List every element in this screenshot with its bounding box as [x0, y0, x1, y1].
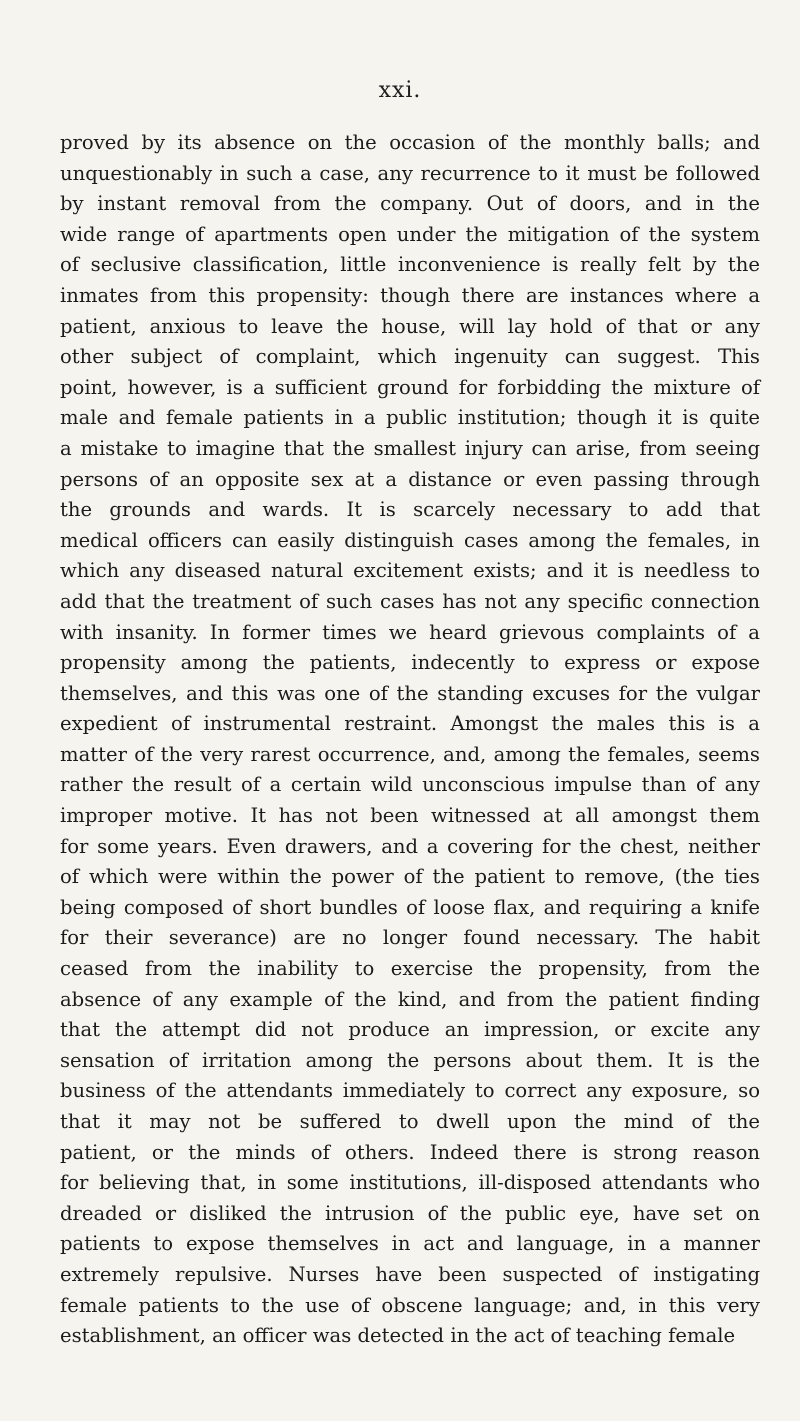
text-line: wide range of apartments open under the mitigation of the system [60, 222, 760, 246]
text-line: sensation of irritation among the persons about them. It is the [60, 1048, 760, 1072]
text-line: themselves, and this was one of the standing excuses for the vulgar [60, 681, 760, 705]
text-line: ceased from the inability to exercise the propensity, from the [60, 957, 760, 981]
text-line: patients to expose themselves in act and language, in a manner [60, 1232, 760, 1256]
text-line: by instant removal from the company. Out of doors, and in the [60, 192, 760, 216]
text-line: of which were within the power of the patient to remove, (the ties [60, 865, 760, 889]
text-line: the grounds and wards. It is scarcely necessary to add that [60, 498, 760, 522]
text-line: business of the attendants immediately to correct any exposure, so [60, 1079, 760, 1103]
text-line: expedient of instrumental restraint. Amongst the males this is a [60, 712, 760, 736]
text-line: other subject of complaint, which ingenuity can suggest. This [60, 345, 760, 369]
text-line: a mistake to imagine that the smallest injury can arise, from seeing [60, 436, 760, 460]
text-line: that it may not be suffered to dwell upon the mind of the [60, 1110, 760, 1133]
text-line: for their severance) are no longer found necessary. The habit [60, 926, 760, 950]
text-line: being composed of short bundles of loose flax, and requiring a knife [60, 895, 760, 919]
text-line: with insanity. In former times we heard grievous complaints of a [60, 620, 760, 644]
text-line: establishment, an officer was detected in the act of teaching female [60, 1324, 736, 1348]
text-line: absence of any example of the kind, and from the patient finding [60, 987, 760, 1011]
text-line: for some years. Even drawers, and a covering for the chest, neither [60, 834, 760, 858]
text-line: that the attempt did not produce an impression, or excite any [60, 1018, 760, 1042]
text-line: rather the result of a certain wild unconscious impulse than of any [60, 773, 760, 797]
text-line: for believing that, in some institutions, ill-disposed attendants who [60, 1171, 760, 1195]
text-line: medical officers can easily distinguish cases among the females, in [60, 528, 760, 552]
text-line: patient, anxious to leave the house, will lay hold of that or any [60, 314, 760, 338]
text-line: inmates from this propensity: though there are instances where a [60, 283, 760, 307]
text-line: point, however, is a sufficient ground for forbidding the mixture of [60, 375, 760, 399]
text-line: extremely repulsive. Nurses have been suspected of instigating [60, 1262, 760, 1286]
text-line: unquestionably in such a case, any recurrence to it must be followed [60, 161, 760, 185]
text-line: female patients to the use of obscene language; and, in this very [60, 1293, 760, 1317]
body-text [60, 128, 760, 1352]
text-line: proved by its absence on the occasion of the monthly balls; and [60, 131, 760, 154]
text-line: persons of an opposite sex at a distance or even passing through [60, 467, 760, 491]
text-line: male and female patients in a public institution; though it is quite [60, 406, 760, 430]
text-line: matter of the very rarest occurrence, and, among the females, seems [60, 742, 760, 766]
text-line: of seclusive classification, little inconvenience is really felt by the [60, 253, 760, 277]
text-line: which any diseased natural excitement exists; and it is needless to [60, 559, 760, 583]
page-number: xxi. [378, 78, 422, 103]
text-line: improper motive. It has not been witnessed at all amongst them [60, 804, 760, 828]
text-line: patient, or the minds of others. Indeed there is strong reason [60, 1140, 760, 1164]
text-line: add that the treatment of such cases has not any specific connection [60, 589, 760, 613]
text-line: propensity among the patients, indecently to express or expose [60, 651, 760, 675]
text-line: dreaded or disliked the intrusion of the public eye, have set on [60, 1201, 760, 1225]
